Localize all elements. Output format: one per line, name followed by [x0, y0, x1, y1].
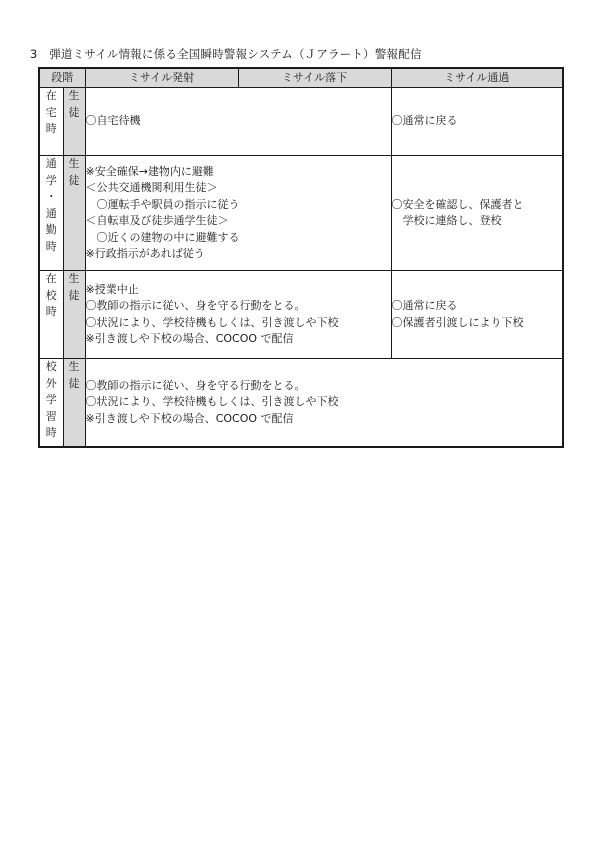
header-row	[39, 68, 563, 88]
pass-cell: 〇安全を確認し、保護者と 学校に連絡し、登校	[391, 156, 563, 271]
launch-fall-cell: 〇自宅待機	[85, 88, 391, 156]
table-row	[39, 88, 563, 156]
all-phases-cell: 〇教師の指示に従い、身を守る行動をとる。 〇状況により、学校待機もしくは、引き渡しや下校 ※引き渡しや下校の場合、COCOO で配信	[85, 359, 563, 447]
target-students: 生 徒	[63, 156, 85, 271]
stage-off-campus-study: 校 外 学 習 時	[39, 359, 63, 447]
pass-cell: 〇通常に戻る	[391, 88, 563, 156]
table-row	[39, 271, 563, 359]
header-pass: ミサイル通過	[391, 68, 563, 88]
target-students: 生 徒	[63, 271, 85, 359]
header-stage: 段階	[39, 68, 85, 88]
target-students: 生 徒	[63, 88, 85, 156]
pass-cell: 〇通常に戻る 〇保護者引渡しにより下校	[391, 271, 563, 359]
header-launch: ミサイル発射	[85, 68, 238, 88]
section-heading: 3 弾道ミサイル情報に係る全国瞬時警報システム（Ｊアラート）警報配信	[30, 47, 422, 61]
alert-response-table	[38, 67, 564, 448]
table-row	[39, 156, 563, 271]
stage-at-school: 在 校 時	[39, 271, 63, 359]
launch-fall-cell: ※授業中止 〇教師の指示に従い、身を守る行動をとる。 〇状況により、学校待機もしくは、引き渡しや下校 ※引き渡しや下校の場合、COCOO で配信	[85, 271, 391, 359]
launch-fall-cell: ※安全確保→建物内に避難 ＜公共交通機関利用生徒＞ 〇運転手や駅員の指示に従う ＜自転車及び徒歩通学生徒＞ 〇近くの建物の中に避難する ※行政指示があれば従う	[85, 156, 391, 271]
header-fall: ミサイル落下	[238, 68, 391, 88]
stage-commuting: 通 学 ・ 通 勤 時	[39, 156, 63, 271]
target-students: 生 徒	[63, 359, 85, 447]
stage-at-home: 在 宅 時	[39, 88, 63, 156]
table-row	[39, 359, 563, 447]
